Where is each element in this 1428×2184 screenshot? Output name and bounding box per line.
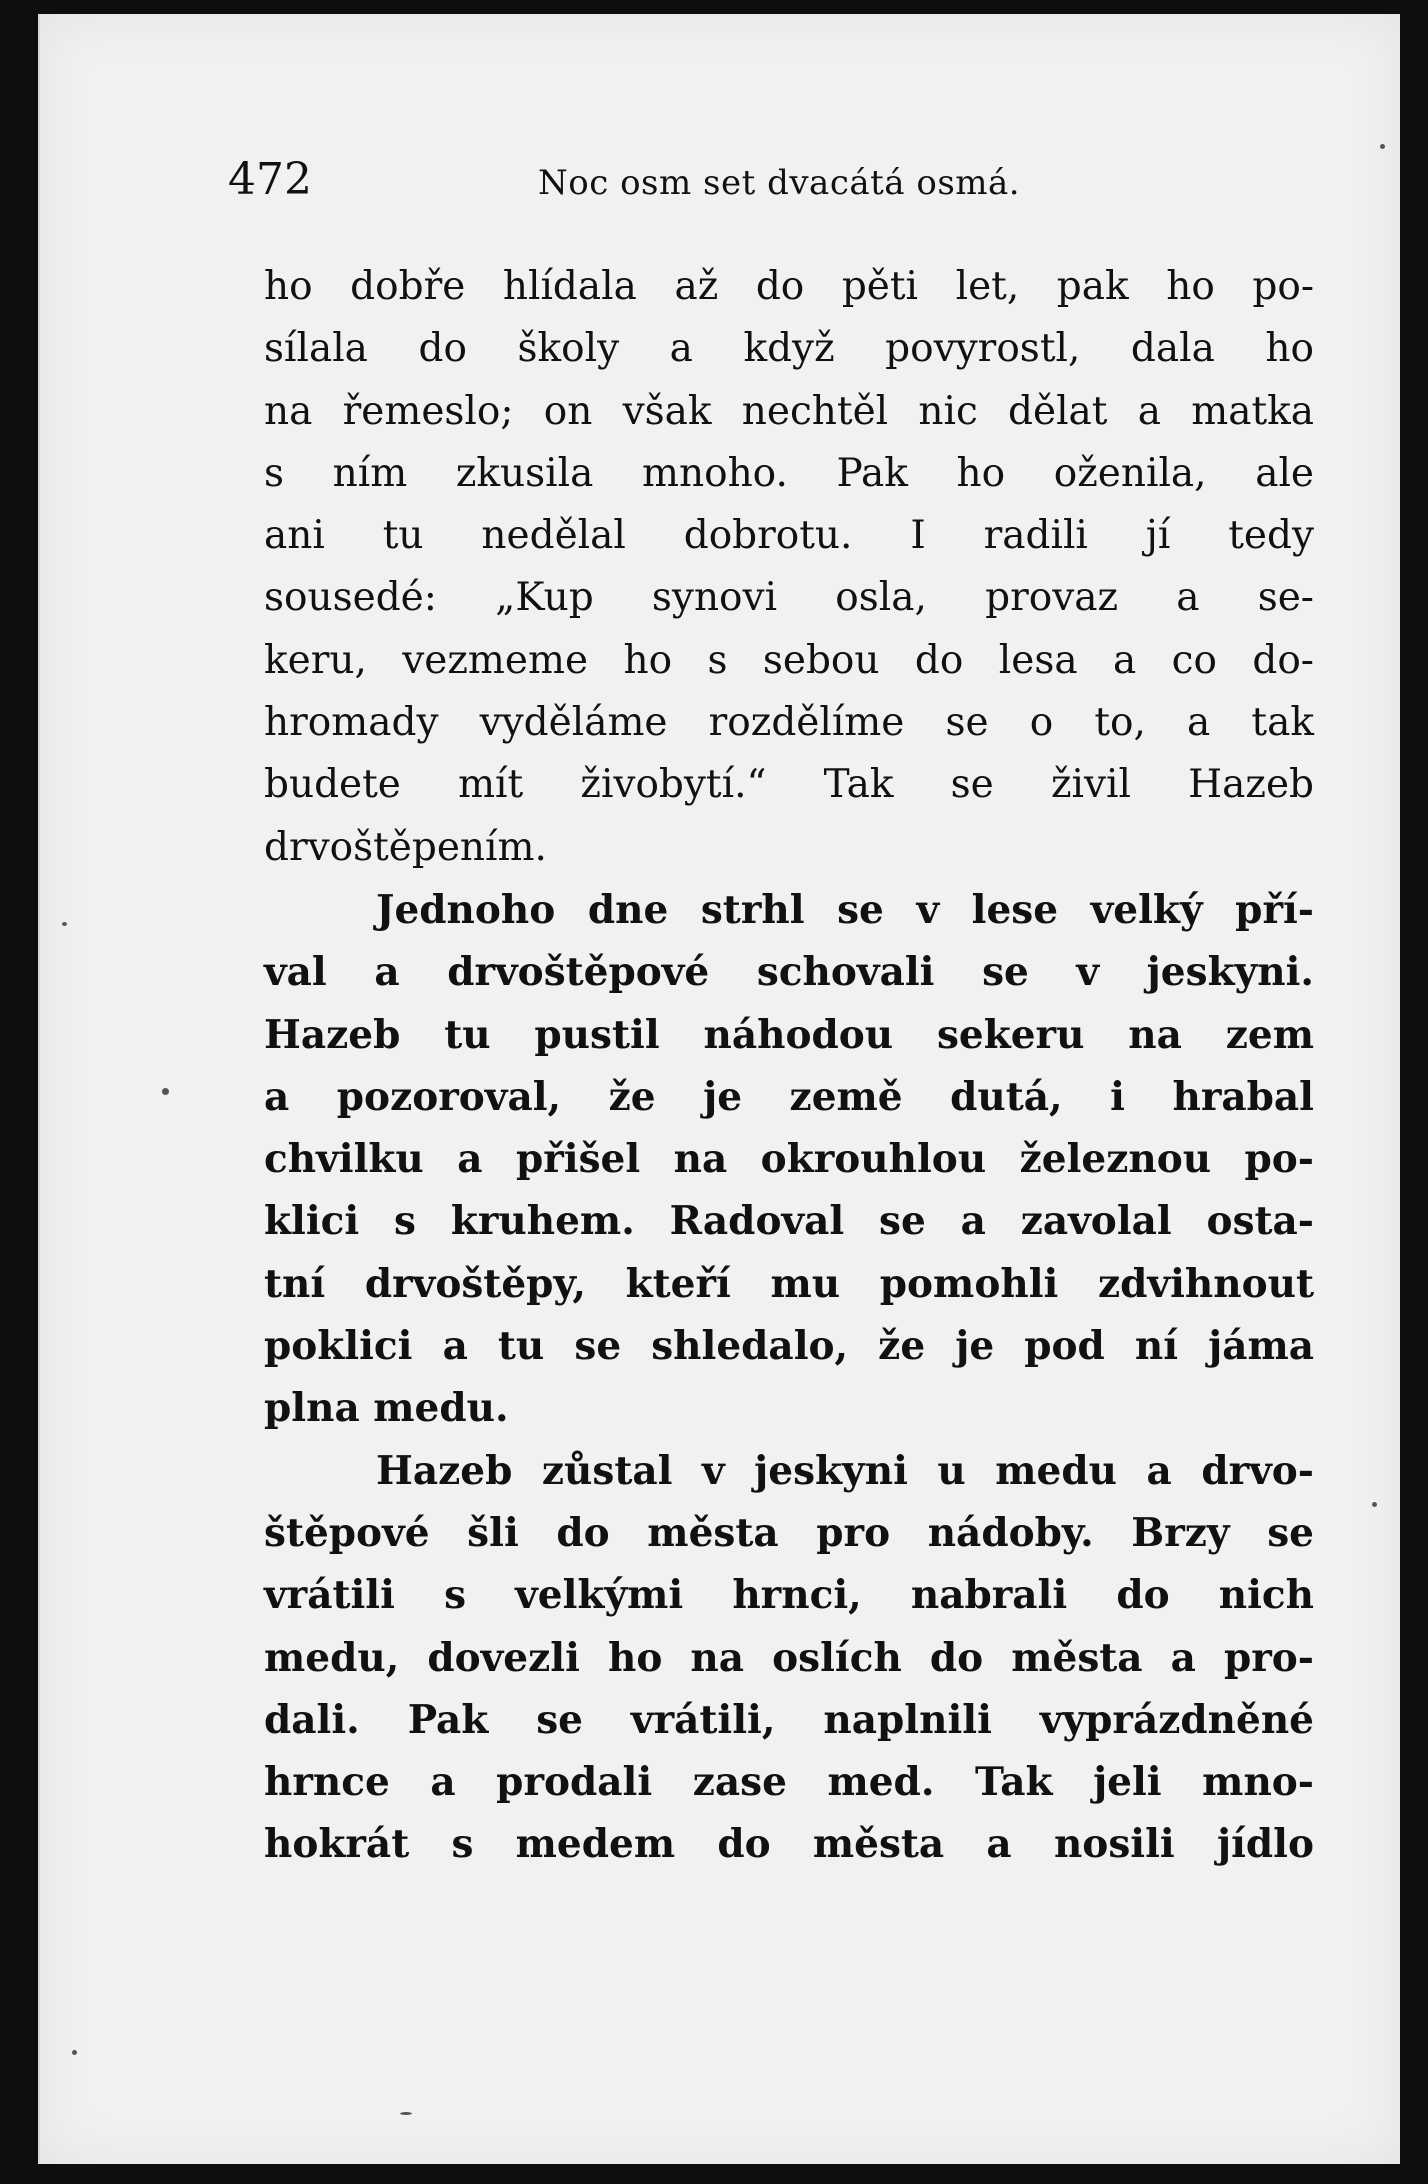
page-header bbox=[228, 150, 1328, 210]
text-line: dali. Pak se vrátili, naplnili vyprázdněné bbox=[264, 1696, 1314, 1743]
page-number: 472 bbox=[228, 154, 312, 205]
text-line: klici s kruhem. Radoval se a zavolal osta- bbox=[264, 1198, 1314, 1245]
text-line: hokrát s medem do města a nosili jídlo bbox=[264, 1821, 1314, 1868]
ink-speck bbox=[72, 2050, 77, 2055]
text-line: val a drvoštěpové schovali se v jeskyni. bbox=[264, 949, 1314, 996]
ink-speck bbox=[1380, 144, 1385, 149]
ink-speck bbox=[1372, 1502, 1377, 1507]
paragraph bbox=[264, 1440, 1314, 1876]
text-line: hromady vyděláme rozdělíme se o to, a tak bbox=[264, 700, 1314, 746]
text-line: plna medu. bbox=[264, 1385, 509, 1432]
ink-speck bbox=[400, 2112, 412, 2115]
paragraph bbox=[264, 256, 1314, 879]
body-text bbox=[264, 256, 1314, 1876]
ink-speck bbox=[62, 922, 67, 926]
text-line: sousedé: „Kup synovi osla, provaz a se- bbox=[264, 575, 1314, 621]
text-line: ho dobře hlídala až do pěti let, pak ho po- bbox=[264, 264, 1314, 309]
text-line: s ním zkusila mnoho. Pak ho oženila, ale bbox=[264, 450, 1314, 496]
text-line: štěpové šli do města pro nádoby. Brzy se bbox=[264, 1509, 1314, 1556]
text-line: na řemeslo; on však nechtěl nic dělat a matka bbox=[264, 388, 1314, 434]
text-line: sílala do školy a když povyrostl, dala ho bbox=[264, 326, 1314, 372]
text-line: poklici a tu se shledalo, že je pod ní jáma bbox=[264, 1323, 1314, 1370]
paragraph bbox=[264, 879, 1314, 1440]
text-line: a pozoroval, že je země dutá, i hrabal bbox=[264, 1073, 1314, 1120]
text-line: vrátili s velkými hrnci, nabrali do nich bbox=[264, 1572, 1314, 1619]
ink-speck bbox=[162, 1088, 169, 1095]
text-line: budete mít živobytí.“ Tak se živil Hazeb bbox=[264, 762, 1314, 808]
text-line: hrnce a prodali zase med. Tak jeli mno- bbox=[264, 1759, 1314, 1806]
text-line: tní drvoštěpy, kteří mu pomohli zdvihnout bbox=[264, 1260, 1314, 1307]
text-line: ani tu nedělal dobrotu. I radili jí tedy bbox=[264, 513, 1314, 559]
running-title: Noc osm set dvacátá osmá. bbox=[538, 163, 1021, 203]
text-line: Hazeb zůstal v jeskyni u medu a drvo- bbox=[376, 1447, 1314, 1494]
text-line: chvilku a přišel na okrouhlou železnou po- bbox=[264, 1136, 1314, 1183]
text-line: drvoštěpením. bbox=[264, 824, 547, 870]
text-line: medu, dovezli ho na oslích do města a pro- bbox=[264, 1634, 1314, 1681]
text-line: Jednoho dne strhl se v lese velký pří- bbox=[376, 886, 1314, 933]
text-line: keru, vezmeme ho s sebou do lesa a co do- bbox=[264, 637, 1314, 683]
text-line: Hazeb tu pustil náhodou sekeru na zem bbox=[264, 1011, 1314, 1058]
